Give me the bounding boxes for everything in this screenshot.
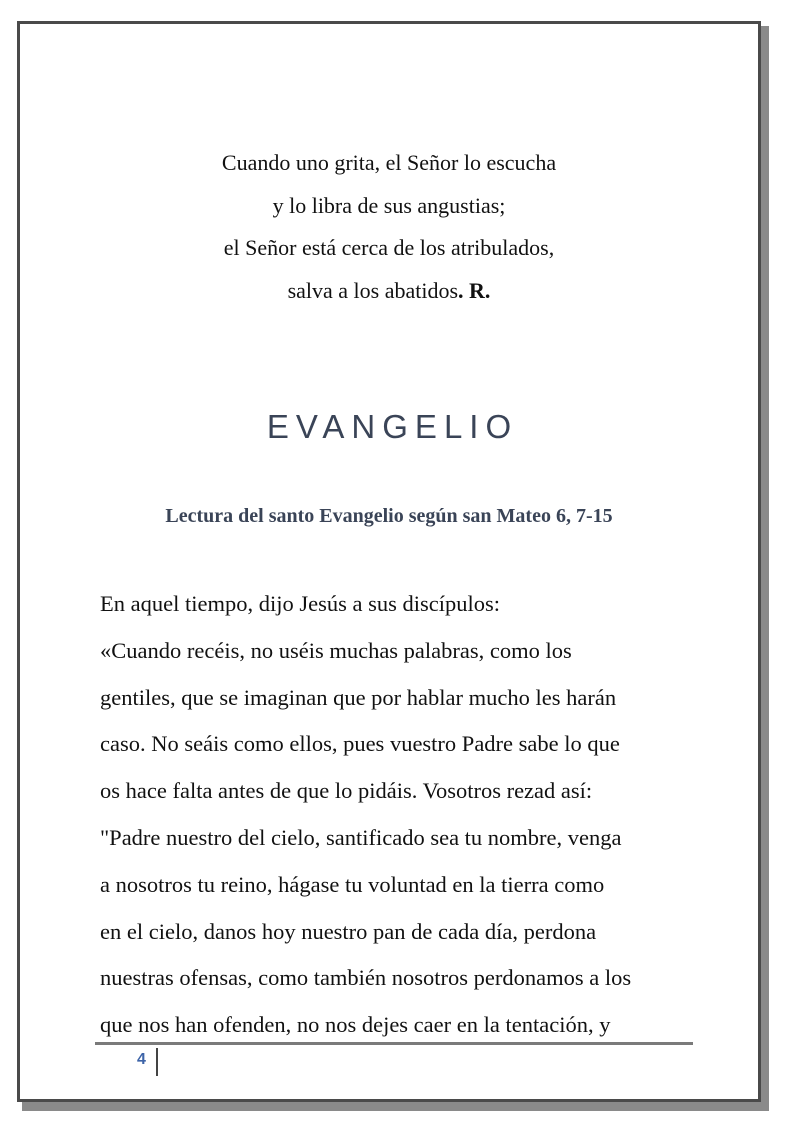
footer-divider (95, 1042, 693, 1045)
gospel-line: que nos han ofenden, no nos dejes caer en la tentación, y (100, 1012, 611, 1038)
psalm-line: el Señor está cerca de los atribulados, (223, 235, 555, 261)
gospel-line: nuestras ofensas, como también nosotros perdonamos a los (100, 965, 632, 991)
psalm-last-line-text: salva a los abatidos (287, 277, 459, 303)
gospel-line: En aquel tiempo, dijo Jesús a sus discípulos: (100, 591, 500, 616)
gospel-line: caso. No seáis como ellos, pues vuestro Padre sabe lo que (100, 731, 620, 757)
gospel-line: a nosotros tu reino, hágase tu voluntad en la tierra como (100, 871, 605, 897)
psalm-response: . R. (458, 277, 491, 303)
gospel-line: "Padre nuestro del cielo, santificado sea tu nombre, venga (100, 824, 622, 850)
gospel-line: en el cielo, danos hoy nuestro pan de cada día, perdona (100, 918, 597, 944)
page-number-divider (156, 1048, 158, 1076)
psalm-line: y lo libra de sus angustias; (272, 192, 506, 218)
reading-reference: Lectura del santo Evangelio según san Mateo 6, 7-15 (165, 505, 613, 527)
page-number: 4 (137, 1051, 146, 1068)
psalm-line: Cuando uno grita, el Señor lo escucha (221, 150, 557, 175)
psalm-stanza (20, 142, 758, 312)
gospel-line: «Cuando recéis, no uséis muchas palabras, como los (100, 637, 572, 663)
document-page (17, 21, 761, 1102)
gospel-text (100, 581, 720, 1049)
section-heading: EVANGELIO (266, 408, 519, 445)
gospel-line: os hace falta antes de que lo pidáis. Vosotros rezad así: (100, 778, 593, 804)
gospel-line: gentiles, que se imaginan que por hablar mucho les harán (100, 684, 617, 710)
psalm-last-line (20, 270, 758, 313)
